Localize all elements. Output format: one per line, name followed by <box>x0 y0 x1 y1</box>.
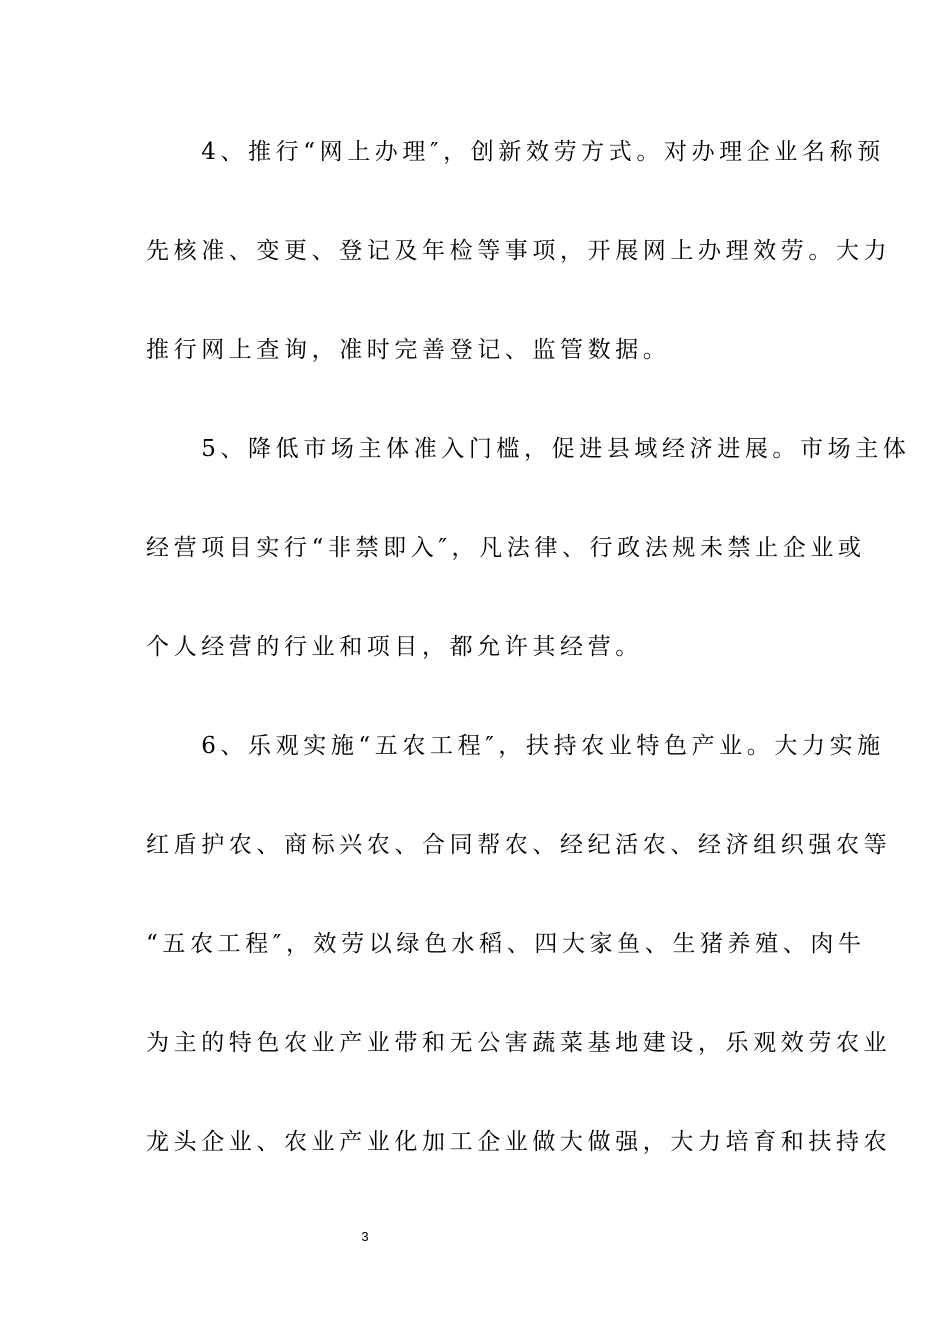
paragraph-line: 5、降低市场主体准入门槛，促进县域经济进展。市场主体 <box>146 436 911 462</box>
paragraph-line: “五农工程″，效劳以绿色水稻、四大家鱼、生猪养殖、肉牛 <box>146 931 866 957</box>
paragraph-line: 4、推行“网上办理″，创新效劳方式。对办理企业名称预 <box>146 139 885 165</box>
paragraph-line: 推行网上查询，准时完善登记、监管数据。 <box>146 337 671 363</box>
paragraph-line: 龙头企业、农业产业化加工企业做大做强，大力培育和扶持农 <box>146 1129 892 1155</box>
paragraph-line: 个人经营的行业和项目，都允许其经营。 <box>146 634 643 660</box>
paragraph-line: 经营项目实行“非禁即入″，凡法律、行政法规未禁止企业或 <box>146 535 866 561</box>
paragraph-line: 6、乐观实施“五农工程″，扶持农业特色产业。大力实施 <box>146 733 885 759</box>
page-number: 3 <box>361 1229 369 1244</box>
paragraph-line: 为主的特色农业产业带和无公害蔬菜基地建设，乐观效劳农业 <box>146 1030 892 1056</box>
paragraph-line: 红盾护农、商标兴农、合同帮农、经纪活农、经济组织强农等 <box>146 832 892 858</box>
paragraph-line: 先核准、变更、登记及年检等事项，开展网上办理效劳。大力 <box>146 238 892 264</box>
